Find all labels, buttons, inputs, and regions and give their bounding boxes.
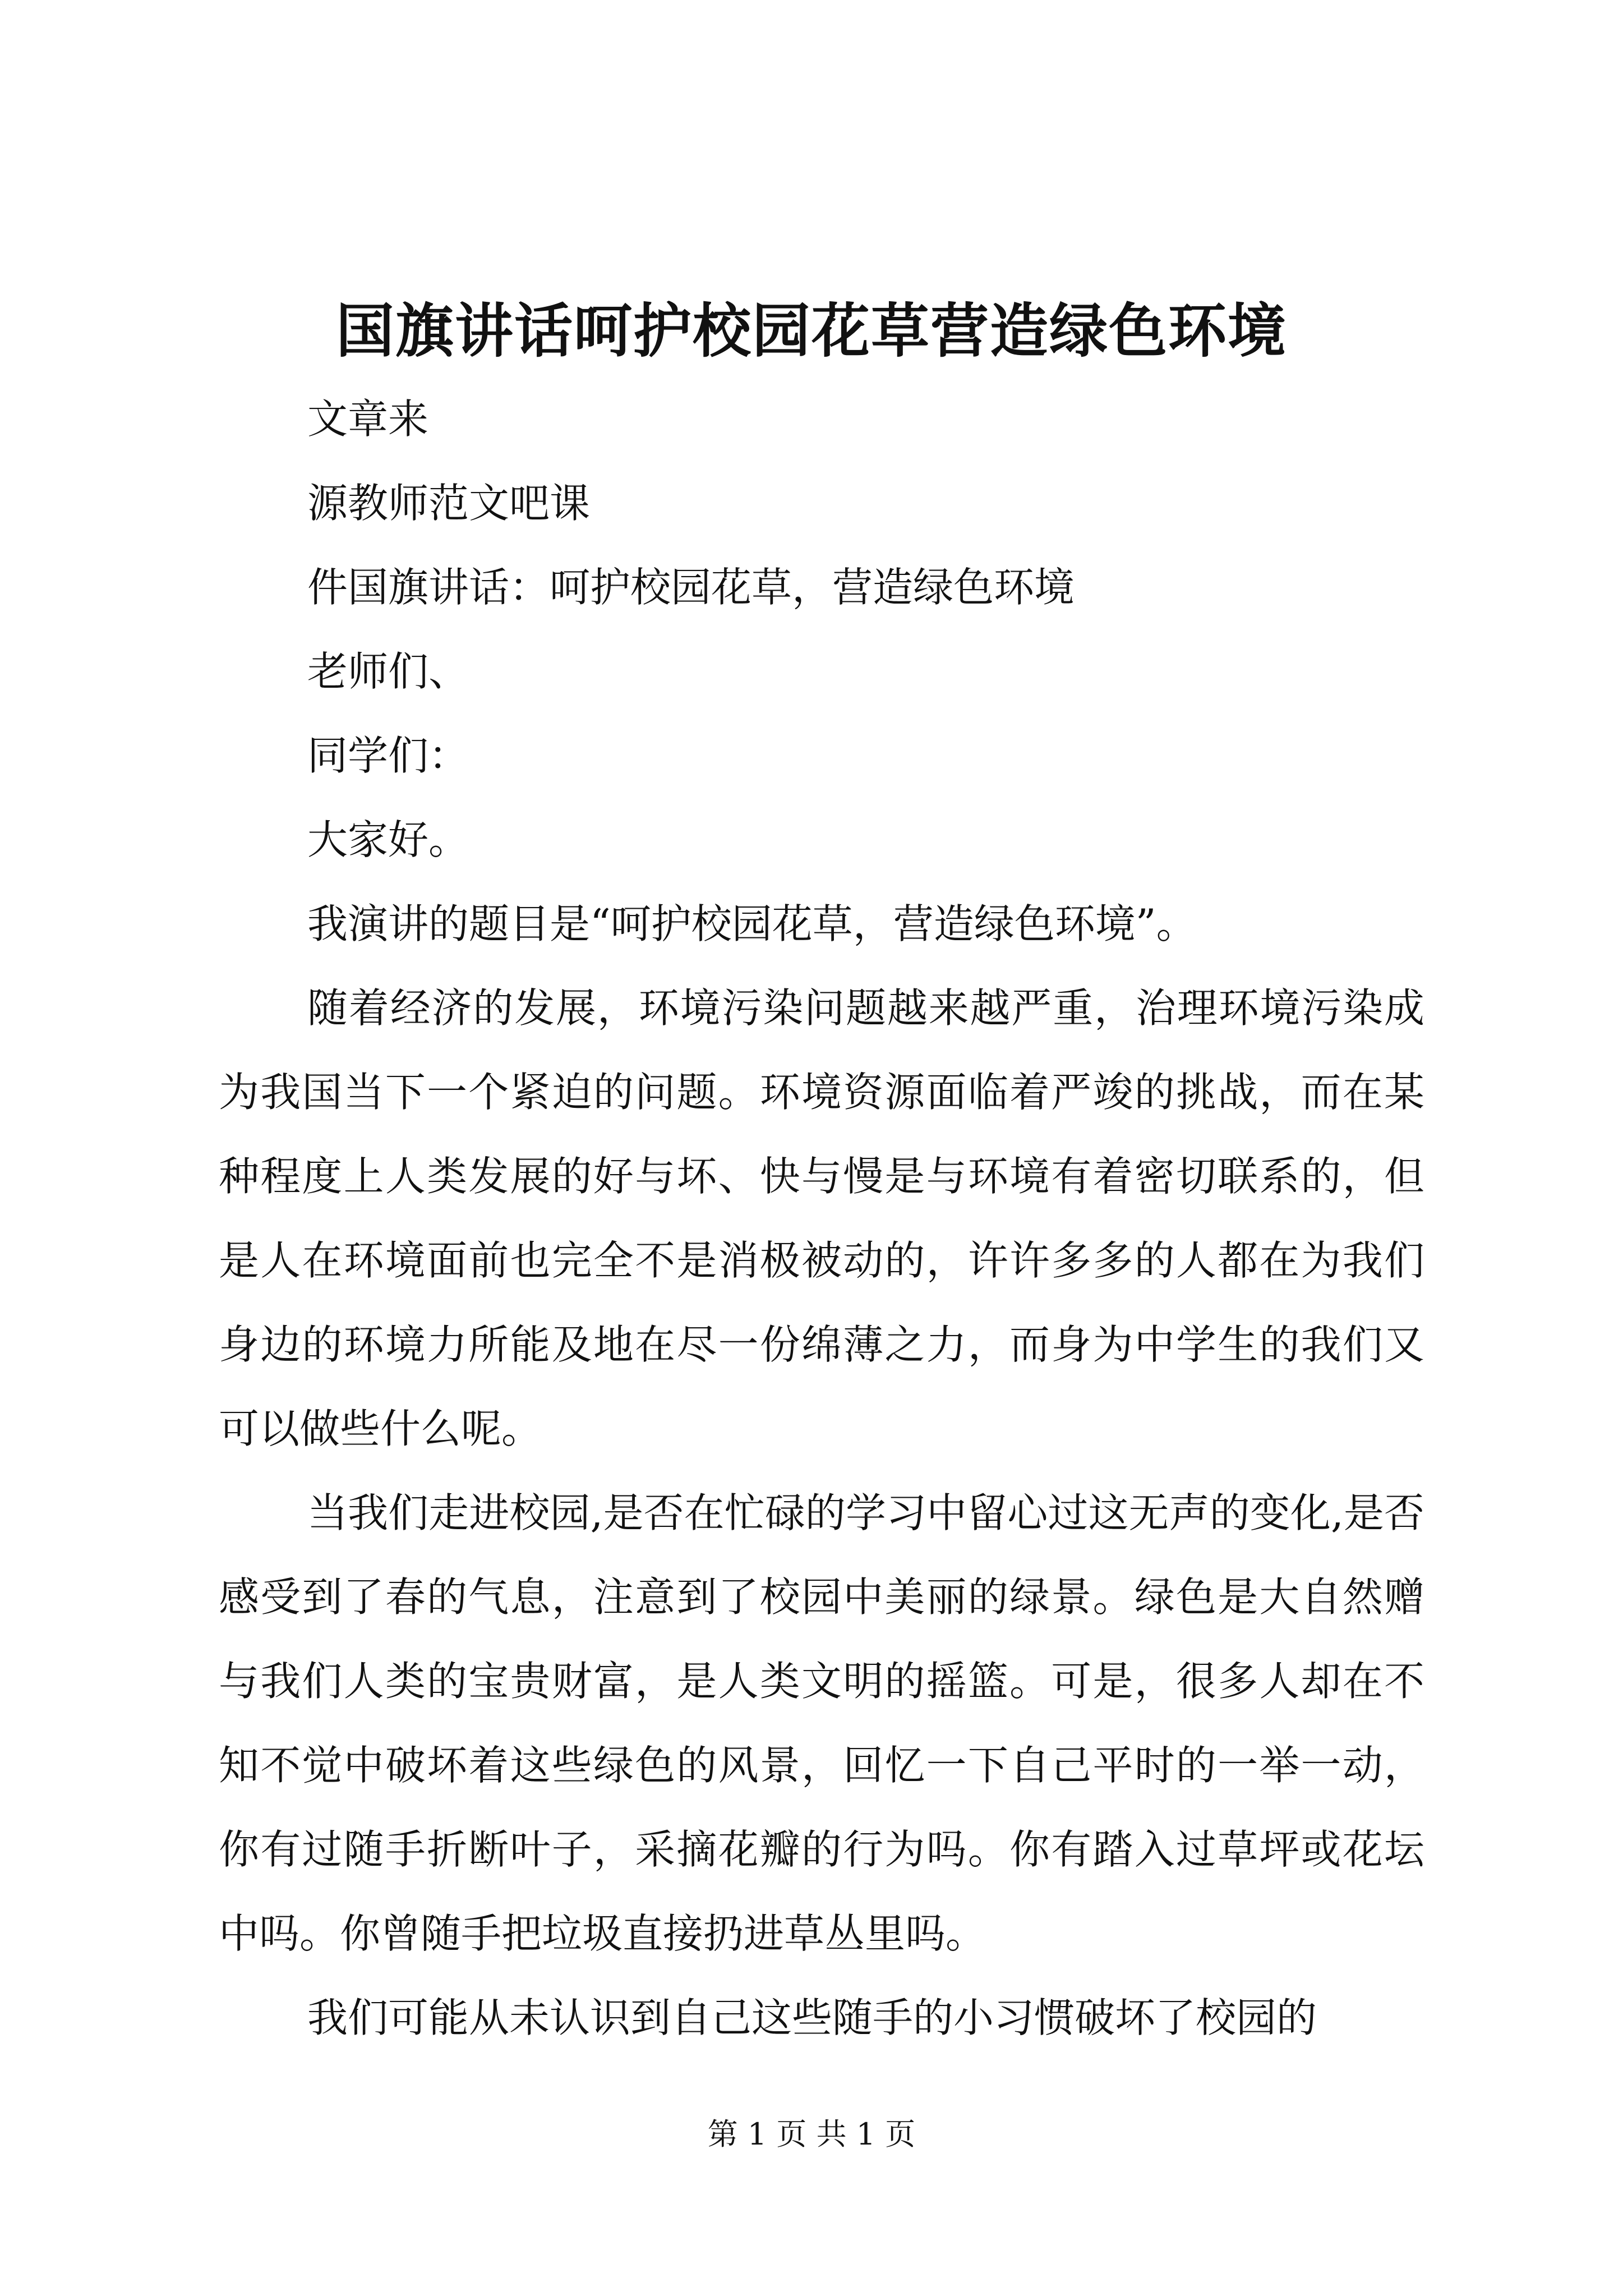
salutation-teachers: 老师们、 [307, 648, 469, 695]
page-footer: 第 1 页 共 1 页 [707, 2116, 916, 2152]
body-paragraph: 我们可能从未认识到自己这些随手的小习惯破坏了校园的 [307, 1994, 1317, 2041]
document-body [219, 377, 1424, 2060]
speech-topic: 我演讲的题目是“呵护校园花草，营造绿色环境”。 [307, 900, 1197, 947]
salutation-students: 同学们： [307, 732, 469, 779]
body-paragraph: 随着经济的发展，环境污染问题越来越严重，治理环境污染成为我国当下一个紧迫的问题。环境资源面临着严竣的挑战，而在某种程度上人类发展的好与坏、快与慢是与环境有着密切联系的，但是人在环境面前也完全不是消极被动的，许许多多的人都在为我们身边的环境力所能及地在尽一份绵薄之力，而身为中学生的我们又可以做些什么呢。 [219, 984, 1424, 1452]
text-line: 件国旗讲话：呵护校园花草，营造绿色环境 [307, 564, 1075, 611]
text-line: 文章来 [307, 395, 429, 443]
text-line: 源教师范文吧课 [307, 480, 591, 527]
greeting: 大家好。 [307, 816, 469, 863]
document-title: 国旗讲话呵护校园花草营造绿色环境 [335, 296, 1287, 365]
body-paragraph: 当我们走进校园,是否在忙碌的学习中留心过这无声的变化,是否感受到了春的气息，注意到了校园中美丽的绿景。绿色是大自然赠与我们人类的宝贵财富，是人类文明的摇篮。可是，很多人却在不知不觉中破坏着这些绿色的风景，回忆一下自己平时的一举一动，你有过随手折断叶子，采摘花瓣的行为吗。你有踏入过草坪或花坛中吗。你曾随手把垃圾直接扔进草丛里吗。 [219, 1489, 1424, 1957]
